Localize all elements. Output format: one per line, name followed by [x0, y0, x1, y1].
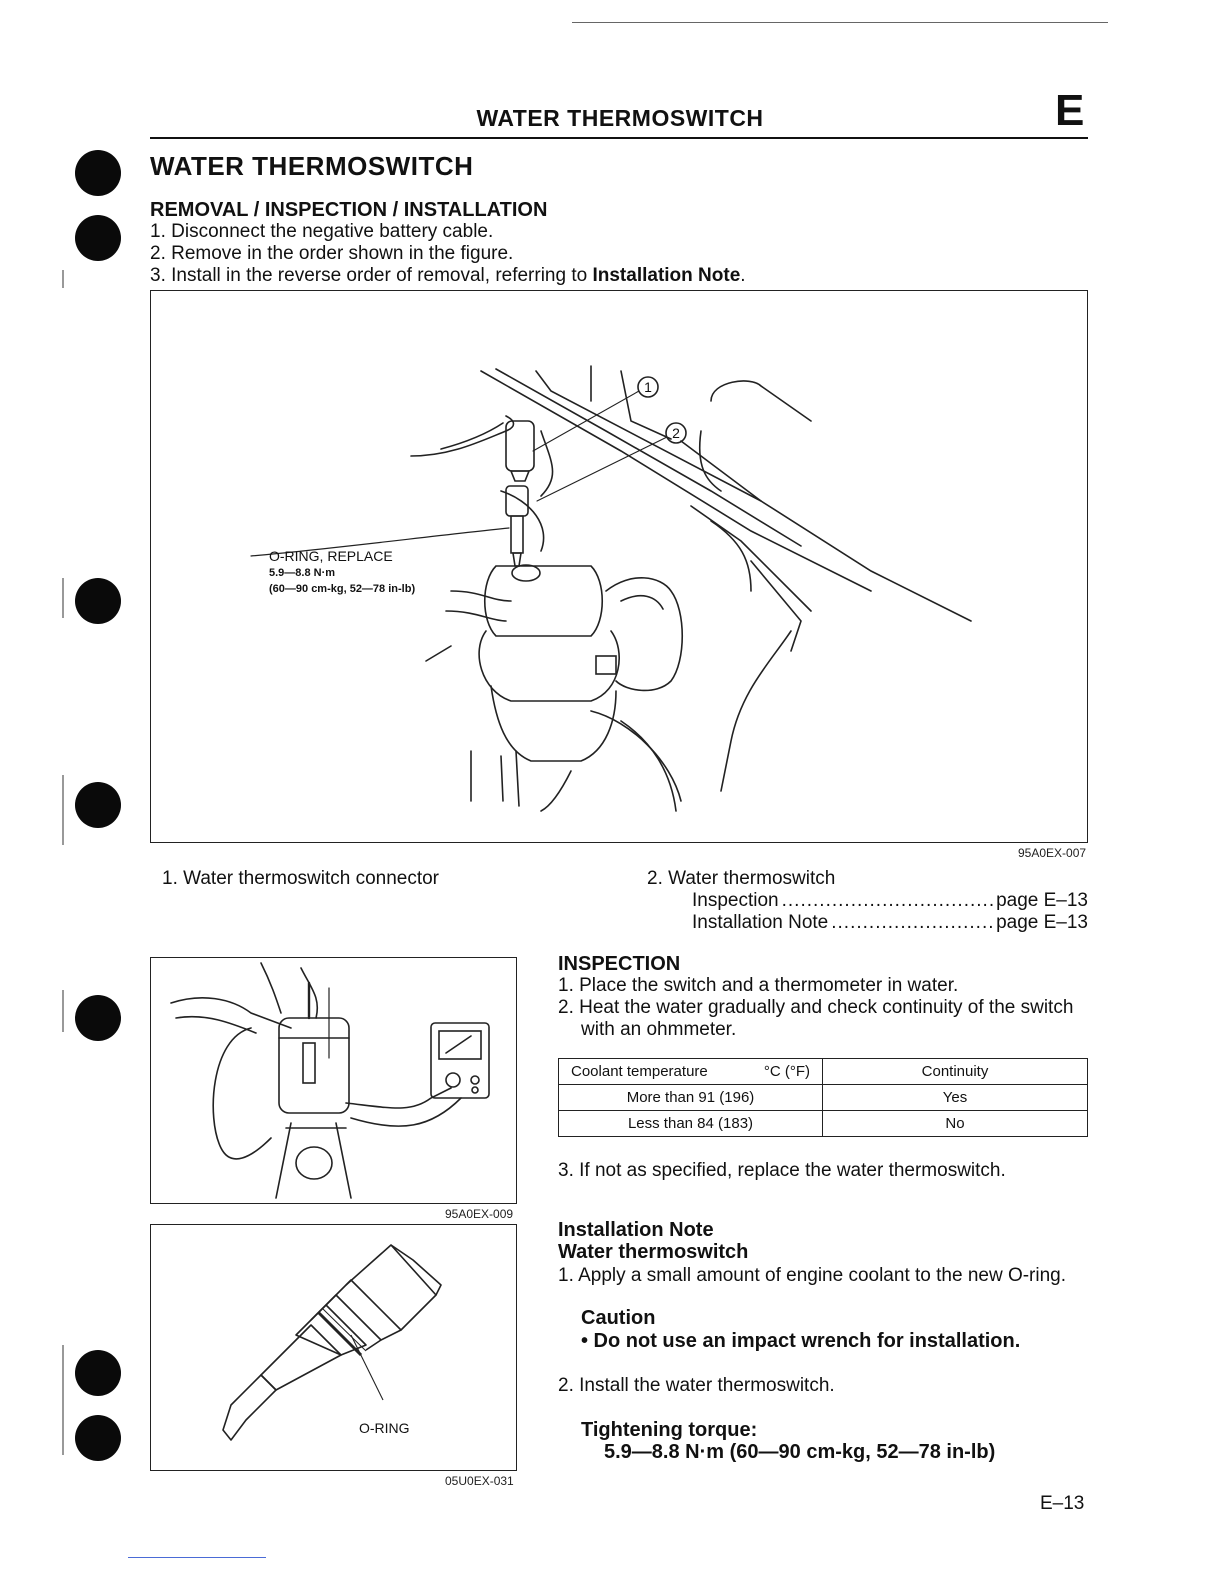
page-title: WATER THERMOSWITCH	[150, 151, 474, 181]
header-temp-unit: °C (°F)	[763, 1063, 810, 1080]
header-temp-label: Coolant temperature	[571, 1063, 708, 1080]
callout-2: 2	[672, 425, 680, 441]
install-step-1: 1. Apply a small amount of engine coolant to the new O-ring.	[558, 1265, 1067, 1286]
inspection-ref-label: Inspection	[692, 890, 779, 911]
header-continuity: Continuity	[823, 1059, 1088, 1085]
leader-dots	[782, 890, 993, 912]
section-letter: E	[1055, 86, 1085, 135]
torque-value: 5.9—8.8 N·m (60—90 cm-kg, 52—78 in-lb)	[604, 1441, 996, 1463]
removal-step-3-text: 3. Install in the reverse order of removal, referring to	[150, 265, 593, 286]
header-coolant-temp	[559, 1059, 823, 1085]
install-ref-label: Installation Note	[692, 912, 829, 933]
table-header-row	[559, 1059, 1088, 1085]
removal-heading: REMOVAL / INSPECTION / INSTALLATION	[150, 199, 548, 221]
figure3-code: 05U0EX-031	[445, 1474, 514, 1488]
removal-step-1: 1. Disconnect the negative battery cable.	[150, 221, 494, 242]
continuity-table	[558, 1058, 1088, 1137]
row-continuity: No	[823, 1111, 1088, 1137]
torque-heading: Tightening torque:	[581, 1419, 758, 1441]
table-row	[559, 1111, 1088, 1137]
margin-mark	[62, 270, 64, 288]
inspection-ref	[692, 890, 1088, 912]
part-1-label: 1. Water thermoswitch connector	[162, 868, 440, 889]
binder-hole	[75, 1350, 121, 1396]
removal-step-2: 2. Remove in the order shown in the figure.	[150, 243, 514, 264]
install-note-heading: Installation Note	[558, 1219, 714, 1241]
inspection-step-2: 2. Heat the water gradually and check continuity of the switch	[558, 997, 1074, 1018]
torque-nm-label: 5.9—8.8 N·m	[269, 567, 336, 579]
figure2-code: 95A0EX-009	[445, 1207, 514, 1221]
binder-hole	[75, 215, 121, 261]
figure1-code: 95A0EX-007	[1018, 846, 1087, 860]
part-2-label: 2. Water thermoswitch	[647, 868, 836, 889]
table-row	[559, 1085, 1088, 1111]
row-temp: More than 91 (196)	[559, 1085, 823, 1111]
margin-mark	[62, 990, 64, 1032]
inspection-step-3: 3. If not as specified, replace the water thermoswitch.	[558, 1160, 1006, 1181]
callout-1: 1	[644, 379, 652, 395]
binder-hole	[75, 1415, 121, 1461]
torque-other-label: (60—90 cm-kg, 52—78 in-lb)	[269, 583, 416, 595]
oring-replace-label: O-RING, REPLACE	[269, 548, 393, 564]
removal-step-3	[150, 265, 746, 287]
inspection-ref-page: page E–13	[996, 890, 1088, 911]
margin-mark	[62, 578, 64, 618]
inspection-step-2-cont: with an ohmmeter.	[581, 1019, 737, 1040]
header-rule	[150, 137, 1088, 139]
continuity-test-illustration	[151, 958, 518, 1205]
caution-item: • Do not use an impact wrench for installation.	[581, 1330, 1021, 1352]
page-header-title: WATER THERMOSWITCH	[476, 105, 764, 131]
row-temp: Less than 84 (183)	[559, 1111, 823, 1137]
margin-mark	[62, 775, 64, 845]
thermoswitch-illustration	[151, 1225, 518, 1472]
inspection-heading: INSPECTION	[558, 953, 681, 975]
install-note-subheading: Water thermoswitch	[558, 1241, 749, 1263]
margin-mark	[62, 1345, 64, 1455]
inspection-step-1: 1. Place the switch and a thermometer in water.	[558, 975, 959, 996]
page-number: E–13	[1040, 1493, 1085, 1514]
oring-label: O-RING	[359, 1420, 410, 1436]
scan-rule	[572, 22, 1108, 23]
row-continuity: Yes	[823, 1085, 1088, 1111]
install-ref	[692, 912, 1088, 934]
install-step-2: 2. Install the water thermoswitch.	[558, 1375, 835, 1396]
binder-hole	[75, 782, 121, 828]
binder-hole	[75, 995, 121, 1041]
caution-heading: Caution	[581, 1307, 656, 1329]
removal-step-3-ref: Installation Note	[592, 265, 741, 286]
figure-oring	[150, 1224, 517, 1471]
binder-hole	[75, 150, 121, 196]
leader-dots	[831, 912, 993, 934]
link-underline	[128, 1557, 266, 1558]
figure-exploded-view	[150, 290, 1088, 843]
install-ref-page: page E–13	[996, 912, 1088, 933]
binder-hole	[75, 578, 121, 624]
figure-continuity-test	[150, 957, 517, 1204]
removal-step-3-end: .	[740, 265, 746, 286]
